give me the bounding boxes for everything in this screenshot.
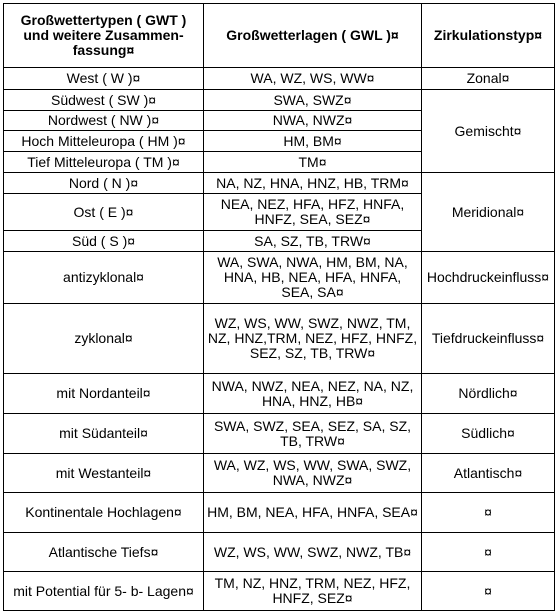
zirkulation-cell: Gemischt¤ bbox=[422, 90, 555, 173]
table-row bbox=[4, 493, 555, 533]
table-row bbox=[4, 454, 555, 493]
gwl-cell: NA, NZ, HNA, HNZ, HB, TRM¤ bbox=[204, 173, 422, 194]
table-row bbox=[4, 533, 555, 572]
gwt-cell: Süd ( S )¤ bbox=[4, 231, 204, 252]
gwt-cell: Tief Mitteleuropa ( TM )¤ bbox=[4, 152, 204, 173]
gwl-cell: HM, BM¤ bbox=[204, 131, 422, 152]
zirkulation-cell: ¤ bbox=[422, 493, 555, 533]
gwl-cell: WZ, WS, WW, SWZ, NWZ, TB¤ bbox=[204, 533, 422, 572]
gwt-cell: Kontinentale Hochlagen¤ bbox=[4, 493, 204, 533]
header-zirkulationstyp: Zirkulationstyp¤ bbox=[422, 4, 555, 68]
zirkulation-cell: Meridional¤ bbox=[422, 173, 555, 252]
zirkulation-cell: ¤ bbox=[422, 533, 555, 572]
zirkulation-cell: Zonal¤ bbox=[422, 68, 555, 90]
gwt-cell: mit Nordanteil¤ bbox=[4, 374, 204, 414]
gwl-cell: NWA, NWZ¤ bbox=[204, 111, 422, 131]
table-row bbox=[4, 374, 555, 414]
gwl-cell: SWA, SWZ, SEA, SEZ, SA, SZ, TB, TRW¤ bbox=[204, 414, 422, 454]
header-gwl: Großwetterlagen ( GWL )¤ bbox=[204, 4, 422, 68]
gwt-cell: antizyklonal¤ bbox=[4, 252, 204, 304]
header-row bbox=[4, 4, 555, 68]
table-row bbox=[4, 252, 555, 304]
zirkulation-cell: Südlich¤ bbox=[422, 414, 555, 454]
gwt-cell: West ( W )¤ bbox=[4, 68, 204, 90]
table-row bbox=[4, 414, 555, 454]
gwt-cell: Nordwest ( NW )¤ bbox=[4, 111, 204, 131]
gwl-cell: NEA, NEZ, HFA, HFZ, HNFA, HNFZ, SEA, SEZ¤ bbox=[204, 194, 422, 231]
gwt-cell: mit Südanteil¤ bbox=[4, 414, 204, 454]
table-row bbox=[4, 173, 555, 194]
gwl-cell: WZ, WS, WW, SWZ, NWZ, TM, NZ, HNZ,TRM, NEZ, HFZ, HNFZ, SEZ, SZ, TB, TRW¤ bbox=[204, 304, 422, 374]
header-gwt: Großwettertypen ( GWT ) und weitere Zusammen-fassung¤ bbox=[4, 4, 204, 68]
gwl-cell: NWA, NWZ, NEA, NEZ, NA, NZ, HNA, HNZ, HB¤ bbox=[204, 374, 422, 414]
gwt-cell: Hoch Mitteleuropa ( HM )¤ bbox=[4, 131, 204, 152]
gwl-cell: SWA, SWZ¤ bbox=[204, 90, 422, 111]
table-row bbox=[4, 68, 555, 90]
gwl-cell: WA, WZ, WS, WW, SWA, SWZ, NWA, NWZ¤ bbox=[204, 454, 422, 493]
gwt-cell: Ost ( E )¤ bbox=[4, 194, 204, 231]
gwt-cell: mit Westanteil¤ bbox=[4, 454, 204, 493]
gwt-cell: mit Potential für 5- b- Lagen¤ bbox=[4, 572, 204, 611]
table-row bbox=[4, 572, 555, 611]
gwt-cell: zyklonal¤ bbox=[4, 304, 204, 374]
zirkulation-cell: Tiefdruckeinfluss¤ bbox=[422, 304, 555, 374]
gwt-cell: Südwest ( SW )¤ bbox=[4, 90, 204, 111]
zirkulation-cell: Nördlich¤ bbox=[422, 374, 555, 414]
zirkulation-cell: Atlantisch¤ bbox=[422, 454, 555, 493]
gwt-table bbox=[3, 3, 555, 611]
gwl-cell: HM, BM, NEA, HFA, HNFA, SEA¤ bbox=[204, 493, 422, 533]
zirkulation-cell: Hochdruckeinfluss¤ bbox=[422, 252, 555, 304]
gwl-cell: TM, NZ, HNZ, TRM, NEZ, HFZ, HNFZ, SEZ¤ bbox=[204, 572, 422, 611]
gwl-cell: WA, SWA, NWA, HM, BM, NA, HNA, HB, NEA, HFA, HNFA, SEA, SA¤ bbox=[204, 252, 422, 304]
zirkulation-cell: ¤ bbox=[422, 572, 555, 611]
gwt-cell: Nord ( N )¤ bbox=[4, 173, 204, 194]
gwt-cell: Atlantische Tiefs¤ bbox=[4, 533, 204, 572]
gwl-cell: WA, WZ, WS, WW¤ bbox=[204, 68, 422, 90]
gwl-cell: TM¤ bbox=[204, 152, 422, 173]
table-row bbox=[4, 90, 555, 111]
gwl-cell: SA, SZ, TB, TRW¤ bbox=[204, 231, 422, 252]
table-row bbox=[4, 304, 555, 374]
